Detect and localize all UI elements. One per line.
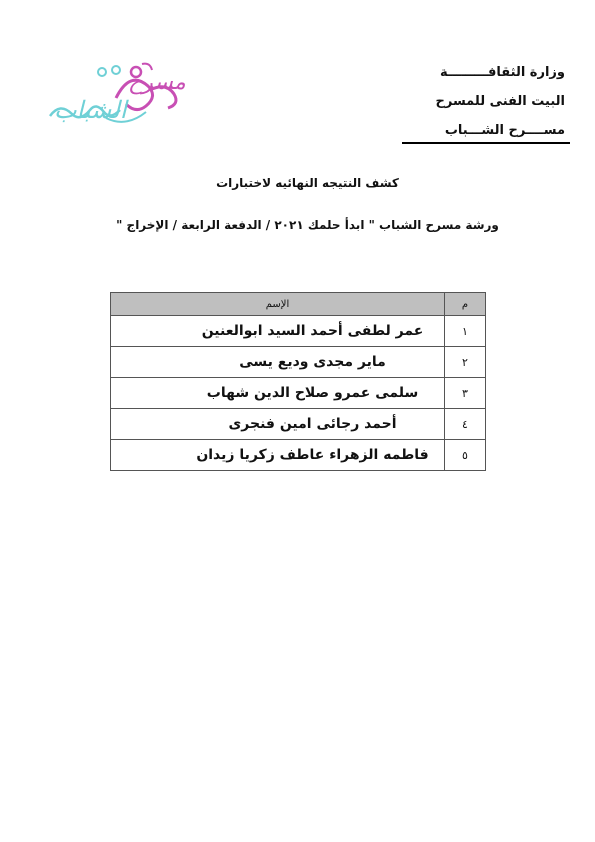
document-title: كشف النتيجه النهائيه لاختبارات xyxy=(216,176,399,190)
row-number: ١ xyxy=(445,316,486,347)
results-table xyxy=(110,292,486,471)
row-number: ٣ xyxy=(445,378,486,409)
header-youth-theatre: مســــرح الشـــباب xyxy=(444,123,565,138)
row-number: ٢ xyxy=(445,347,486,378)
header-ministry: وزارة الثقافـــــــــة xyxy=(440,65,565,80)
table-header-row xyxy=(111,293,486,316)
row-name: أحمد رجائى امين فنجرى xyxy=(111,409,445,440)
row-number: ٤ xyxy=(445,409,486,440)
row-name: عمر لطفى أحمد السيد ابوالعنين xyxy=(111,316,445,347)
row-name: سلمى عمرو صلاح الدين شهاب xyxy=(111,378,445,409)
youth-theatre-logo xyxy=(46,58,186,130)
logo-text-bottom: الشباب xyxy=(54,96,127,124)
table-row xyxy=(111,440,486,471)
row-name: فاطمه الزهراء عاطف زكريا زيدان xyxy=(111,440,445,471)
table-row xyxy=(111,409,486,440)
table-row xyxy=(111,347,486,378)
row-number: ٥ xyxy=(445,440,486,471)
header-underline xyxy=(402,142,570,144)
logo-text-top: مسرح xyxy=(128,70,186,95)
document-subtitle: ورشة مسرح الشباب " ابدأ حلمك ٢٠٢١ / الدفعة الرابعة / الإخراج " xyxy=(116,218,499,232)
table-row xyxy=(111,378,486,409)
header-name: الإسم xyxy=(111,293,445,316)
ministry-header xyxy=(415,58,565,145)
row-name: ماير مجدى وديع يسى xyxy=(111,347,445,378)
header-num: م xyxy=(445,293,486,316)
header-theatre-house: البيت الفنى للمسرح xyxy=(435,94,565,109)
table-row xyxy=(111,316,486,347)
